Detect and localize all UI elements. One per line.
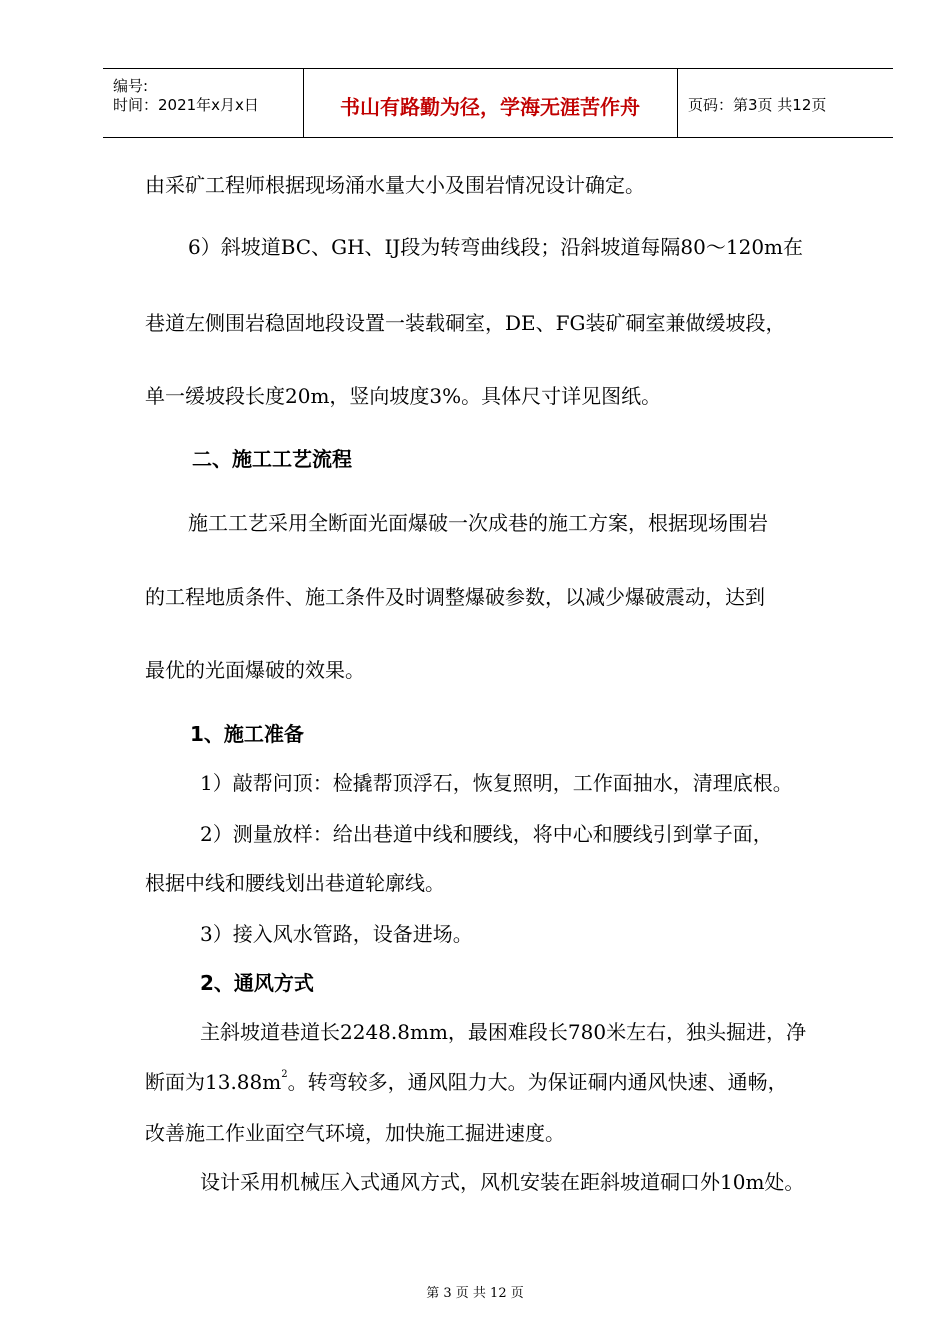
document-number-label: 编号: <box>113 77 149 95</box>
paragraph-line: 巷道左侧围岩稳固地段设置一装载硐室，DE、FG装矿硐室兼做缓坡段， <box>145 311 786 335</box>
paragraph-line <box>145 1069 788 1094</box>
paragraph-line: 由采矿工程师根据现场涌水量大小及围岩情况设计确定。 <box>145 173 645 197</box>
paragraph-line: 根据中线和腰线划出巷道轮廓线。 <box>145 871 445 895</box>
header-motto-cell <box>303 69 678 137</box>
paragraph-line: 施工工艺采用全断面光面爆破一次成巷的施工方案，根据现场围岩 <box>188 511 768 535</box>
paragraph-line: 改善施工作业面空气环境，加快施工掘进速度。 <box>145 1121 565 1145</box>
paragraph-line: 单一缓坡段长度20m，竖向坡度3%。具体尺寸详见图纸。 <box>145 384 662 408</box>
header-info-cell <box>103 69 304 137</box>
superscript: 2 <box>281 1069 288 1080</box>
paragraph-line: 3）接入风水管路，设备进场。 <box>200 922 473 946</box>
page-header <box>103 68 893 138</box>
section-heading: 二、施工工艺流程 <box>192 447 352 471</box>
text-run: 断面为13.88m <box>145 1070 282 1094</box>
document-date-label: 时间：2021年x月x日 <box>113 96 259 114</box>
paragraph-line: 设计采用机械压入式通风方式，风机安装在距斜坡道硐口外10m处。 <box>200 1170 805 1194</box>
text-run: 。转弯较多，通风阻力大。为保证硐内通风快速、通畅， <box>287 1070 788 1094</box>
paragraph-line: 主斜坡道巷道长2248.8mm，最困难段长780米左右，独头掘进，净 <box>200 1020 807 1044</box>
paragraph-line: 最优的光面爆破的效果。 <box>145 658 365 682</box>
subsection-heading: 2、通风方式 <box>200 971 314 995</box>
page-footer: 第 3 页 共 12 页 <box>426 1286 524 1301</box>
subsection-heading: 1、施工准备 <box>190 722 304 746</box>
header-motto: 书山有路勤为径，学海无涯苦作舟 <box>340 95 640 119</box>
paragraph-line: 的工程地质条件、施工条件及时调整爆破参数，以减少爆破震动，达到 <box>145 585 765 609</box>
header-page-cell <box>678 69 893 137</box>
paragraph-line: 2）测量放样：给出巷道中线和腰线，将中心和腰线引到掌子面， <box>200 822 773 846</box>
header-page-number: 页码：第3页 共12页 <box>688 96 827 114</box>
paragraph-line: 6）斜坡道BC、GH、IJ段为转弯曲线段；沿斜坡道每隔80～120m在 <box>188 235 804 259</box>
paragraph-line: 1）敲帮问顶：检撬帮顶浮石，恢复照明，工作面抽水，清理底根。 <box>200 771 793 795</box>
